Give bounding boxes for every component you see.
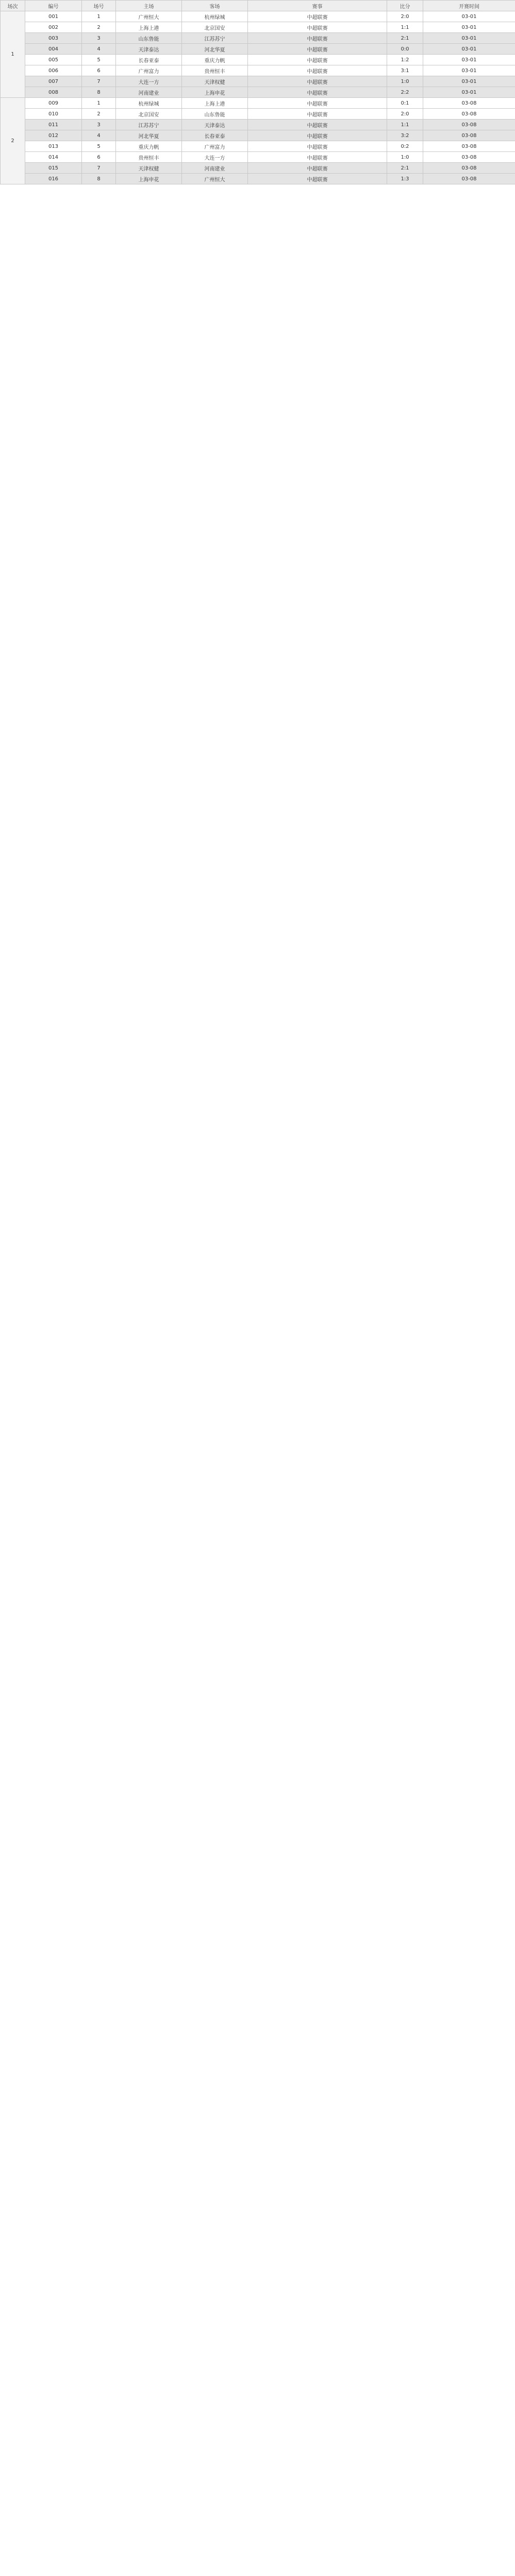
table-cell: 2:0 [387,109,423,120]
table-cell: 中超联赛 [248,11,387,22]
table-cell: 03-08 [423,130,515,141]
table-cell: 上海申花 [182,87,248,98]
table-cell: 03-08 [423,152,515,163]
table-row [1,98,515,109]
table-row [1,22,515,33]
table-cell: 03-08 [423,141,515,152]
table-cell: 1:0 [387,152,423,163]
table-cell: 03-01 [423,55,515,65]
table-row [1,55,515,65]
table-cell: 1:2 [387,55,423,65]
round-cell: 2 [1,98,25,184]
table-row [1,152,515,163]
table-cell: 中超联赛 [248,22,387,33]
table-cell: 上海上港 [116,22,182,33]
table-cell: 7 [82,76,116,87]
table-cell: 03-08 [423,120,515,130]
table-cell: 山东鲁能 [182,109,248,120]
column-header: 比分 [387,1,423,11]
table-cell: 1:0 [387,76,423,87]
table-cell: 004 [25,44,82,55]
table-cell: 上海上港 [182,98,248,109]
table-cell: 中超联赛 [248,44,387,55]
table-cell: 014 [25,152,82,163]
table-cell: 广州恒大 [116,11,182,22]
table-cell: 3 [82,33,116,44]
table-cell: 03-01 [423,33,515,44]
table-cell: 山东鲁能 [116,33,182,44]
table-cell: 3:1 [387,65,423,76]
table-row [1,163,515,174]
table-cell: 007 [25,76,82,87]
table-cell: 8 [82,174,116,184]
header-row [1,1,515,11]
table-cell: 03-01 [423,22,515,33]
table-cell: 03-08 [423,98,515,109]
table-cell: 广州富力 [182,141,248,152]
column-header: 开赛时间 [423,1,515,11]
table-cell: 中超联赛 [248,141,387,152]
table-cell: 中超联赛 [248,76,387,87]
table-cell: 03-01 [423,87,515,98]
table-cell: 2 [82,22,116,33]
table-cell: 大连一方 [116,76,182,87]
table-row [1,120,515,130]
table-cell: 1:1 [387,120,423,130]
table-cell: 016 [25,174,82,184]
table-row [1,33,515,44]
table-cell: 天津权健 [182,76,248,87]
table-cell: 杭州绿城 [182,11,248,22]
column-header: 主场 [116,1,182,11]
table-cell: 中超联赛 [248,174,387,184]
table-cell: 2:0 [387,11,423,22]
table-cell: 中超联赛 [248,109,387,120]
table-cell: 长春亚泰 [116,55,182,65]
table-row [1,130,515,141]
table-cell: 广州恒大 [182,174,248,184]
table-cell: 03-01 [423,11,515,22]
table-row [1,141,515,152]
table-cell: 009 [25,98,82,109]
table-cell: 006 [25,65,82,76]
table-cell: 长春亚泰 [182,130,248,141]
table-body [1,11,515,184]
table-cell: 河北华夏 [116,130,182,141]
table-cell: 03-01 [423,76,515,87]
table-cell: 北京国安 [116,109,182,120]
table-cell: 重庆力帆 [116,141,182,152]
table-cell: 2:2 [387,87,423,98]
table-cell: 4 [82,130,116,141]
table-cell: 5 [82,141,116,152]
table-cell: 中超联赛 [248,152,387,163]
table-cell: 0:1 [387,98,423,109]
table-row [1,65,515,76]
table-cell: 河北华夏 [182,44,248,55]
table-cell: 3:2 [387,130,423,141]
table-cell: 013 [25,141,82,152]
table-cell: 03-08 [423,109,515,120]
table-cell: 03-08 [423,163,515,174]
table-cell: 3 [82,120,116,130]
table-cell: 1:1 [387,22,423,33]
table-cell: 03-01 [423,65,515,76]
table-cell: 7 [82,163,116,174]
table-cell: 中超联赛 [248,130,387,141]
table-cell: 6 [82,152,116,163]
table-cell: 江苏苏宁 [182,33,248,44]
table-cell: 008 [25,87,82,98]
table-cell: 广州富力 [116,65,182,76]
table-cell: 中超联赛 [248,98,387,109]
table-cell: 2:1 [387,33,423,44]
table-cell: 4 [82,44,116,55]
table-cell: 大连一方 [182,152,248,163]
table-cell: 003 [25,33,82,44]
table-cell: 天津泰达 [182,120,248,130]
table-cell: 河南建业 [182,163,248,174]
table-cell: 上海申花 [116,174,182,184]
table-cell: 010 [25,109,82,120]
table-row [1,11,515,22]
column-header: 客场 [182,1,248,11]
table-cell: 杭州绿城 [116,98,182,109]
table-cell: 中超联赛 [248,55,387,65]
table-cell: 1 [82,11,116,22]
column-header: 赛事 [248,1,387,11]
table-cell: 001 [25,11,82,22]
table-cell: 012 [25,130,82,141]
table-cell: 贵州恒丰 [116,152,182,163]
table-cell: 天津权健 [116,163,182,174]
table-cell: 中超联赛 [248,120,387,130]
table-row [1,76,515,87]
table-row [1,109,515,120]
table-cell: 0:2 [387,141,423,152]
table-row [1,44,515,55]
table-cell: 002 [25,22,82,33]
table-cell: 北京国安 [182,22,248,33]
table-cell: 8 [82,87,116,98]
table-row [1,87,515,98]
table-cell: 6 [82,65,116,76]
table-cell: 中超联赛 [248,163,387,174]
table-cell: 2 [82,109,116,120]
table-cell: 2:1 [387,163,423,174]
column-header: 编号 [25,1,82,11]
table-cell: 1 [82,98,116,109]
table-cell: 中超联赛 [248,65,387,76]
table-cell: 贵州恒丰 [182,65,248,76]
table-cell: 河南建业 [116,87,182,98]
table-cell: 011 [25,120,82,130]
table-cell: 天津泰达 [116,44,182,55]
table-cell: 中超联赛 [248,33,387,44]
table-cell: 005 [25,55,82,65]
column-header: 场次 [1,1,25,11]
table-row [1,174,515,184]
table-cell: 5 [82,55,116,65]
table-cell: 015 [25,163,82,174]
table-cell: 中超联赛 [248,87,387,98]
round-cell: 1 [1,11,25,98]
table-cell: 03-08 [423,174,515,184]
column-header: 场号 [82,1,116,11]
table-cell: 1:3 [387,174,423,184]
table-cell: 江苏苏宁 [116,120,182,130]
schedule-table [0,0,515,184]
table-cell: 03-01 [423,44,515,55]
table-cell: 重庆力帆 [182,55,248,65]
table-cell: 0:0 [387,44,423,55]
